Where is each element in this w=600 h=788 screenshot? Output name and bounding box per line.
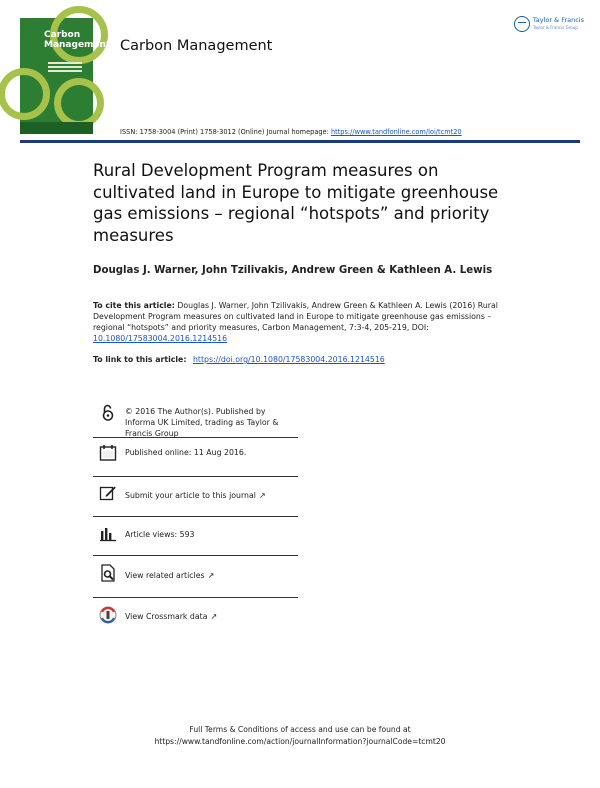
external-link-icon: ↗ (207, 571, 215, 580)
submit-article-link[interactable]: Submit your article to this journal ↗ (125, 491, 266, 500)
open-access-icon (99, 404, 117, 422)
cover-title: Carbon Management (44, 30, 111, 50)
publisher-sub: Taylor & Francis Group (532, 25, 578, 30)
publisher-logo-icon (514, 16, 530, 32)
journal-homepage-link[interactable]: https://www.tandfonline.com/loi/tcmt20 (330, 128, 462, 136)
pencil-edit-icon (99, 484, 117, 502)
article-authors: Douglas J. Warner, John Tzilivakis, Andrew Green & Kathleen A. Lewis (93, 265, 493, 276)
citation-text: Douglas J. Warner, John Tzilivakis, Andrew Green & Kathleen A. Lewis (2016) Rural Development Program measures on cultivated land in Europe to mitigate greenhouse gas emissions – regional “hotspots” and priority measures, Carbon Management, 7:3-4, 205-219, DOI: (93, 301, 498, 332)
article-link-line (93, 355, 385, 364)
issn-text: ISSN: 1758-3004 (Print) 1758-3012 (Online) Journal homepage: (120, 128, 329, 136)
related-row[interactable] (93, 556, 298, 598)
citation-doi-link[interactable]: 10.1080/17583004.2016.1214516 (93, 334, 228, 343)
citation-label: To cite this article: (93, 301, 175, 310)
published-row (93, 438, 298, 477)
journal-cover-image (20, 18, 111, 134)
article-title: Rural Development Program measures on cultivated land in Europe to mitigate greenhouse gas emissions – regional “hotspots” and priority measures (93, 161, 499, 245)
publisher-logo[interactable] (514, 16, 584, 32)
open-access-row (93, 398, 298, 438)
publisher-name: Taylor & Francis (532, 16, 584, 24)
terms-footer (0, 724, 600, 748)
views-row (93, 517, 298, 556)
external-link-icon: ↗ (258, 491, 266, 500)
search-document-icon (99, 564, 117, 582)
bar-chart-icon (99, 525, 117, 543)
terms-text: Full Terms & Conditions of access and use can be found at (189, 725, 411, 734)
crossmark-icon (99, 606, 117, 624)
calendar-icon (99, 444, 117, 462)
issn-line (120, 128, 462, 136)
terms-url[interactable]: https://www.tandfonline.com/action/journalInformation?journalCode=tcmt20 (154, 737, 446, 746)
header-divider (20, 140, 580, 143)
article-views: Article views: 593 (125, 530, 195, 539)
submit-row[interactable] (93, 477, 298, 517)
published-date: Published online: 11 Aug 2016. (125, 448, 247, 457)
journal-title[interactable]: Carbon Management (120, 38, 273, 54)
external-link-icon: ↗ (210, 612, 218, 621)
crossmark-row[interactable] (93, 598, 298, 634)
article-link-label: To link to this article: (93, 355, 187, 364)
crossmark-link[interactable]: View Crossmark data ↗ (125, 612, 218, 621)
article-doi-url[interactable]: https://doi.org/10.1080/17583004.2016.1214516 (192, 355, 385, 364)
related-articles-link[interactable]: View related articles ↗ (125, 571, 215, 580)
open-access-text: © 2016 The Author(s). Published by Informa UK Limited, trading as Taylor & Francis Group (125, 407, 279, 438)
citation-block (93, 300, 523, 344)
